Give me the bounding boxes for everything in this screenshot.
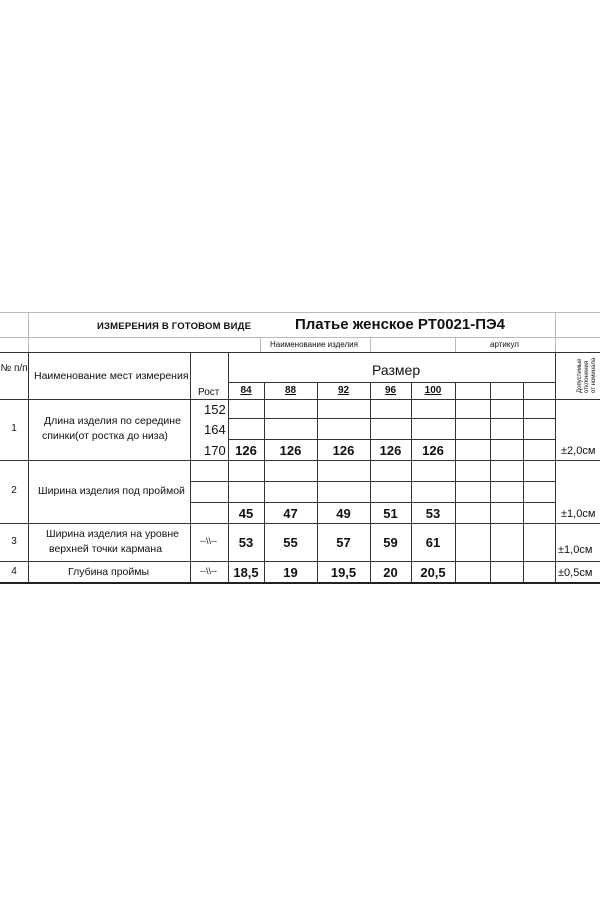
row-4-value-96: 20 xyxy=(383,565,398,580)
row-2-value-88: 47 xyxy=(283,506,298,521)
table-line xyxy=(264,382,265,582)
row-1-name-line2: спинки(от ростка до низа) xyxy=(42,430,168,442)
row-2-value-96: 51 xyxy=(383,506,398,521)
row-2-tolerance: ±1,0см xyxy=(561,508,596,520)
article-label: артикул xyxy=(490,340,519,349)
row-4-value-92: 19,5 xyxy=(330,565,357,580)
table-line xyxy=(0,460,600,461)
row-3-value-100: 61 xyxy=(425,535,441,550)
table-line xyxy=(0,523,600,524)
size-84: 84 xyxy=(240,385,252,396)
row-3-name-line2: верхней точки кармана xyxy=(49,543,163,555)
table-line xyxy=(0,399,600,400)
row-4-tolerance: ±0,5см xyxy=(558,567,593,579)
row-1-value-100: 126 xyxy=(422,443,444,458)
table-line xyxy=(190,481,555,482)
row-2-value-84: 45 xyxy=(238,506,254,521)
grid-line xyxy=(370,337,371,352)
row-1-value-88: 126 xyxy=(279,443,302,458)
row-1-height-170: 170 xyxy=(204,443,226,458)
col-height-header: Рост xyxy=(198,387,220,398)
row-1-value-84: 126 xyxy=(235,443,257,458)
grid-line xyxy=(0,312,600,313)
table-line xyxy=(190,352,191,582)
size-92: 92 xyxy=(337,385,350,396)
table-border xyxy=(0,582,600,584)
col-place-header: Наименование мест измерения xyxy=(34,370,189,382)
row-3-value-92: 57 xyxy=(336,535,351,550)
grid-line xyxy=(28,312,29,352)
row-4-value-88: 19 xyxy=(283,565,298,580)
row-2-number: 2 xyxy=(11,485,17,496)
row-3-number: 3 xyxy=(11,536,17,547)
row-1-number: 1 xyxy=(11,423,17,434)
grid-line xyxy=(455,337,456,352)
table-line xyxy=(370,382,371,582)
table-line xyxy=(523,382,524,582)
col-tolerance-header: Допустимые отклонения от номинала xyxy=(577,357,597,393)
table-line xyxy=(455,382,456,582)
row-1-value-92: 126 xyxy=(332,443,355,458)
table-line xyxy=(190,502,555,503)
row-4-value-84: 18,5 xyxy=(233,565,259,580)
row-1-height-164: 164 xyxy=(204,422,226,437)
table-line xyxy=(317,382,318,582)
row-2-value-92: 49 xyxy=(336,506,351,521)
row-1-name-line1: Длина изделия по середине xyxy=(44,415,181,427)
table-line xyxy=(228,382,555,383)
row-4-name: Глубина проймы xyxy=(68,566,150,578)
table-line xyxy=(490,382,491,582)
row-3-tolerance: ±1,0см xyxy=(558,544,593,556)
row-4-value-100: 20,5 xyxy=(420,565,446,580)
row-4-number: 4 xyxy=(11,566,17,577)
row-1-tolerance: ±2,0см xyxy=(561,445,596,457)
grid-line xyxy=(555,312,556,352)
size-96: 96 xyxy=(384,385,397,396)
row-3-name-line1: Ширина изделия на уровне xyxy=(46,528,179,540)
row-2-value-100: 53 xyxy=(425,506,441,521)
row-2-name: Ширина изделия под проймой xyxy=(38,485,185,497)
table-line xyxy=(28,352,29,582)
measurements-title: ИЗМЕРЕНИЯ В ГОТОВОМ ВИДЕ xyxy=(97,321,252,332)
row-3-value-84: 53 xyxy=(238,535,254,550)
table-line xyxy=(411,382,412,582)
product-name-label: Наименование изделия xyxy=(270,340,358,349)
row-3-value-88: 55 xyxy=(283,535,298,550)
col-size-header: Размер xyxy=(372,362,421,378)
table-line xyxy=(555,352,556,582)
table-line xyxy=(228,439,555,440)
product-title: Платье женское РТ0021-ПЭ4 xyxy=(295,316,506,333)
grid-line xyxy=(260,337,261,352)
table-line xyxy=(228,418,555,419)
row-1-value-96: 126 xyxy=(379,443,402,458)
size-88: 88 xyxy=(284,385,297,396)
row-4-height: --\\-- xyxy=(200,566,217,576)
row-3-height: --\\-- xyxy=(200,536,217,546)
table-line xyxy=(0,561,600,562)
row-3-value-96: 59 xyxy=(383,535,398,550)
size-100: 100 xyxy=(424,385,442,396)
table-border xyxy=(0,352,600,353)
grid-line xyxy=(0,337,600,338)
col-number-header: № п/п xyxy=(0,363,28,374)
row-1-height-152: 152 xyxy=(204,402,226,417)
